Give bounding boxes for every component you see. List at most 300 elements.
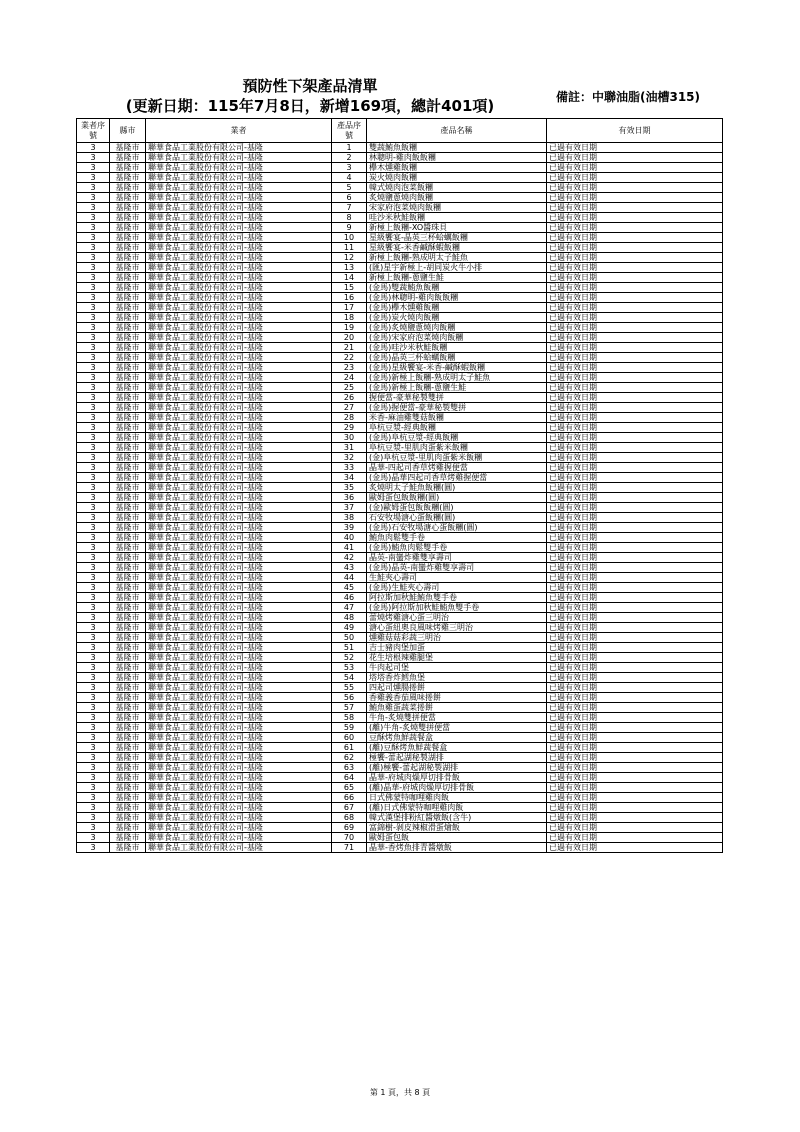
cell-product-name: 牛角-炙燒雙拼便當 [367,713,547,723]
cell-product-name: 炙燒明太子鮭魚飯糰(圓) [367,483,547,493]
cell-company: 聯華食品工業股份有限公司-基隆 [146,783,332,793]
cell-seq: 3 [77,563,110,573]
cell-expiry: 已過有效日期 [547,583,723,593]
cell-city: 基隆市 [110,273,146,283]
cell-company: 聯華食品工業股份有限公司-基隆 [146,723,332,733]
cell-product-seq: 65 [332,783,367,793]
cell-product-name: 韓式漢堡排粉紅醬燉飯(含牛) [367,813,547,823]
cell-product-name: 燻雞菇菇彩蔬三明治 [367,633,547,643]
cell-product-name: 晶華-四起司香草烤雞握便當 [367,463,547,473]
cell-expiry: 已過有效日期 [547,603,723,613]
cell-seq: 3 [77,693,110,703]
table-row [77,283,723,293]
cell-product-name: (金馬)雙蔬鮪魚飯糰 [367,283,547,293]
cell-product-name: (金馬)石安牧場溏心蛋飯糰(圓) [367,523,547,533]
cell-expiry: 已過有效日期 [547,443,723,453]
cell-product-seq: 15 [332,283,367,293]
cell-expiry: 已過有效日期 [547,613,723,623]
cell-product-seq: 52 [332,653,367,663]
table-row [77,143,723,153]
cell-product-seq: 53 [332,663,367,673]
cell-city: 基隆市 [110,573,146,583]
cell-product-name: 雙蔬鮪魚飯糰 [367,143,547,153]
cell-expiry: 已過有效日期 [547,813,723,823]
cell-seq: 3 [77,243,110,253]
table-row [77,753,723,763]
table-row [77,433,723,443]
cell-product-name: 鮪魚肉鬆雙手卷 [367,533,547,543]
table-row [77,383,723,393]
table-row [77,563,723,573]
cell-product-seq: 40 [332,533,367,543]
cell-expiry: 已過有效日期 [547,783,723,793]
cell-product-name: 生鮭夾心壽司 [367,573,547,583]
cell-city: 基隆市 [110,763,146,773]
table-row [77,483,723,493]
cell-product-name: (金馬)晶華四起司香草烤雞握便當 [367,473,547,483]
table-row [77,723,723,733]
cell-product-name: (金馬)生鮭夾心壽司 [367,583,547,593]
cell-company: 聯華食品工業股份有限公司-基隆 [146,283,332,293]
cell-company: 聯華食品工業股份有限公司-基隆 [146,213,332,223]
table-row [77,223,723,233]
table-row [77,763,723,773]
table-row [77,773,723,783]
cell-product-seq: 56 [332,693,367,703]
cell-city: 基隆市 [110,683,146,693]
cell-seq: 3 [77,613,110,623]
cell-product-seq: 70 [332,833,367,843]
table-row [77,623,723,633]
cell-product-seq: 12 [332,253,367,263]
cell-seq: 3 [77,173,110,183]
cell-product-name: 新極上飯糰-XO醬珠貝 [367,223,547,233]
cell-city: 基隆市 [110,713,146,723]
cell-product-seq: 28 [332,413,367,423]
cell-company: 聯華食品工業股份有限公司-基隆 [146,493,332,503]
cell-company: 聯華食品工業股份有限公司-基隆 [146,403,332,413]
cell-seq: 3 [77,673,110,683]
cell-city: 基隆市 [110,213,146,223]
cell-seq: 3 [77,833,110,843]
cell-product-seq: 10 [332,233,367,243]
cell-product-name: 牛肉起司堡 [367,663,547,673]
cell-expiry: 已過有效日期 [547,143,723,153]
cell-expiry: 已過有效日期 [547,293,723,303]
cell-product-name: (金馬)炙燒鹽蔥燒肉飯糰 [367,323,547,333]
cell-seq: 3 [77,723,110,733]
cell-city: 基隆市 [110,733,146,743]
cell-city: 基隆市 [110,553,146,563]
table-row [77,253,723,263]
cell-seq: 3 [77,203,110,213]
cell-city: 基隆市 [110,153,146,163]
cell-product-seq: 5 [332,183,367,193]
cell-product-seq: 61 [332,743,367,753]
cell-product-seq: 26 [332,393,367,403]
cell-product-name: 新極上飯糰-蔥鹽生鮭 [367,273,547,283]
table-row [77,743,723,753]
cell-product-seq: 23 [332,363,367,373]
cell-expiry: 已過有效日期 [547,553,723,563]
cell-city: 基隆市 [110,403,146,413]
cell-product-seq: 30 [332,433,367,443]
cell-seq: 3 [77,423,110,433]
cell-expiry: 已過有效日期 [547,533,723,543]
cell-seq: 3 [77,653,110,663]
cell-expiry: 已過有效日期 [547,593,723,603]
cell-product-seq: 58 [332,713,367,723]
cell-company: 聯華食品工業股份有限公司-基隆 [146,303,332,313]
table-row [77,413,723,423]
cell-company: 聯華食品工業股份有限公司-基隆 [146,643,332,653]
cell-product-seq: 45 [332,583,367,593]
cell-city: 基隆市 [110,493,146,503]
cell-expiry: 已過有效日期 [547,713,723,723]
cell-product-name: 星級饗宴-晶英三杯蛤蠣飯糰 [367,233,547,243]
cell-product-name: 阜杭豆漿-經典飯糰 [367,423,547,433]
cell-seq: 3 [77,733,110,743]
cell-product-seq: 46 [332,593,367,603]
cell-city: 基隆市 [110,243,146,253]
cell-product-name: (金馬)握便當-豪華秘製雙拼 [367,403,547,413]
cell-city: 基隆市 [110,423,146,433]
cell-product-seq: 7 [332,203,367,213]
cell-product-seq: 42 [332,553,367,563]
table-row [77,423,723,433]
cell-product-seq: 41 [332,543,367,553]
cell-seq: 3 [77,333,110,343]
cell-city: 基隆市 [110,433,146,443]
table-row [77,373,723,383]
cell-product-seq: 29 [332,423,367,433]
cell-company: 聯華食品工業股份有限公司-基隆 [146,163,332,173]
cell-company: 聯華食品工業股份有限公司-基隆 [146,223,332,233]
cell-product-name: 新極上飯糰-熟成明太子鮭魚 [367,253,547,263]
cell-company: 聯華食品工業股份有限公司-基隆 [146,653,332,663]
table-row [77,803,723,813]
cell-city: 基隆市 [110,303,146,313]
cell-city: 基隆市 [110,623,146,633]
cell-seq: 3 [77,583,110,593]
cell-product-name: (金馬)新極上飯糰-熟成明太子鮭魚 [367,373,547,383]
cell-company: 聯華食品工業股份有限公司-基隆 [146,383,332,393]
cell-product-name: 炙燒鹽蔥燒肉飯糰 [367,193,547,203]
table-body [77,143,723,853]
cell-company: 聯華食品工業股份有限公司-基隆 [146,833,332,843]
cell-product-name: (金馬)鮪魚肉鬆雙手卷 [367,543,547,553]
table-row [77,533,723,543]
header-company: 業者 [146,119,332,143]
table-row [77,343,723,353]
cell-product-seq: 39 [332,523,367,533]
cell-product-name: 溏心蛋紐奧良風味烤雞三明治 [367,623,547,633]
cell-product-name: 宋家府泡菜燒肉飯糰 [367,203,547,213]
cell-city: 基隆市 [110,413,146,423]
header-product-name: 產品名稱 [367,119,547,143]
cell-city: 基隆市 [110,283,146,293]
cell-expiry: 已過有效日期 [547,803,723,813]
cell-city: 基隆市 [110,503,146,513]
cell-city: 基隆市 [110,783,146,793]
cell-product-seq: 1 [332,143,367,153]
cell-seq: 3 [77,493,110,503]
table-row [77,183,723,193]
cell-product-seq: 25 [332,383,367,393]
cell-seq: 3 [77,713,110,723]
cell-company: 聯華食品工業股份有限公司-基隆 [146,343,332,353]
cell-product-name: 四起司燻腸捲餅 [367,683,547,693]
cell-product-name: 米香-麻油雞雙菇飯糰 [367,413,547,423]
cell-city: 基隆市 [110,143,146,153]
cell-company: 聯華食品工業股份有限公司-基隆 [146,753,332,763]
cell-product-name: 吉士豬肉堡加蛋 [367,643,547,653]
cell-product-seq: 38 [332,513,367,523]
cell-product-seq: 32 [332,453,367,463]
table-row [77,263,723,273]
cell-product-seq: 68 [332,813,367,823]
cell-product-name: (匯)星宇新極上-胡同炭火牛小排 [367,263,547,273]
cell-seq: 3 [77,823,110,833]
cell-seq: 3 [77,603,110,613]
cell-expiry: 已過有效日期 [547,183,723,193]
table-row [77,163,723,173]
cell-seq: 3 [77,223,110,233]
cell-expiry: 已過有效日期 [547,173,723,183]
cell-seq: 3 [77,413,110,423]
cell-product-seq: 66 [332,793,367,803]
cell-product-seq: 50 [332,633,367,643]
cell-seq: 3 [77,783,110,793]
cell-seq: 3 [77,803,110,813]
cell-expiry: 已過有效日期 [547,843,723,853]
cell-expiry: 已過有效日期 [547,543,723,553]
cell-city: 基隆市 [110,193,146,203]
cell-city: 基隆市 [110,633,146,643]
cell-company: 聯華食品工業股份有限公司-基隆 [146,193,332,203]
cell-expiry: 已過有效日期 [547,643,723,653]
cell-product-name: (金馬)新極上飯糰-蔥鹽生鮭 [367,383,547,393]
cell-product-name: (金馬)林聰明-雞肉飯飯糰 [367,293,547,303]
cell-seq: 3 [77,663,110,673]
cell-city: 基隆市 [110,173,146,183]
cell-product-seq: 63 [332,763,367,773]
table-row [77,463,723,473]
cell-expiry: 已過有效日期 [547,473,723,483]
note-text: 備註：中聯油脂(油槽315) [556,90,701,104]
cell-city: 基隆市 [110,803,146,813]
cell-company: 聯華食品工業股份有限公司-基隆 [146,363,332,373]
cell-seq: 3 [77,543,110,553]
cell-expiry: 已過有效日期 [547,483,723,493]
table-row [77,653,723,663]
cell-expiry: 已過有效日期 [547,523,723,533]
cell-product-name: (金馬)哇沙米秋鮭飯糰 [367,343,547,353]
cell-product-seq: 3 [332,163,367,173]
table-row [77,403,723,413]
table-row [77,493,723,503]
cell-product-seq: 35 [332,483,367,493]
product-table [76,118,723,853]
cell-city: 基隆市 [110,443,146,453]
cell-product-name: 豆酥烤魚鮮蔬餐盒 [367,733,547,743]
cell-product-name: 哇沙米秋鮭飯糰 [367,213,547,223]
cell-city: 基隆市 [110,603,146,613]
cell-company: 聯華食品工業股份有限公司-基隆 [146,573,332,583]
cell-product-seq: 13 [332,263,367,273]
table-row [77,613,723,623]
cell-company: 聯華食品工業股份有限公司-基隆 [146,693,332,703]
cell-seq: 3 [77,763,110,773]
cell-expiry: 已過有效日期 [547,203,723,213]
cell-expiry: 已過有效日期 [547,693,723,703]
cell-company: 聯華食品工業股份有限公司-基隆 [146,613,332,623]
table-row [77,363,723,373]
cell-company: 聯華食品工業股份有限公司-基隆 [146,373,332,383]
cell-company: 聯華食品工業股份有限公司-基隆 [146,623,332,633]
cell-seq: 3 [77,143,110,153]
cell-city: 基隆市 [110,593,146,603]
cell-company: 聯華食品工業股份有限公司-基隆 [146,323,332,333]
table-row [77,633,723,643]
cell-expiry: 已過有效日期 [547,723,723,733]
cell-expiry: 已過有效日期 [547,413,723,423]
table-row [77,173,723,183]
cell-expiry: 已過有效日期 [547,373,723,383]
cell-seq: 3 [77,453,110,463]
cell-city: 基隆市 [110,293,146,303]
cell-product-seq: 9 [332,223,367,233]
cell-city: 基隆市 [110,323,146,333]
cell-product-seq: 8 [332,213,367,223]
cell-seq: 3 [77,683,110,693]
cell-product-seq: 55 [332,683,367,693]
cell-company: 聯華食品工業股份有限公司-基隆 [146,393,332,403]
cell-expiry: 已過有效日期 [547,763,723,773]
cell-product-name: (金)歐姆蛋包飯飯糰(圓) [367,503,547,513]
cell-city: 基隆市 [110,823,146,833]
cell-product-seq: 17 [332,303,367,313]
table-row [77,833,723,843]
cell-seq: 3 [77,593,110,603]
cell-company: 聯華食品工業股份有限公司-基隆 [146,583,332,593]
cell-product-seq: 43 [332,563,367,573]
cell-company: 聯華食品工業股份有限公司-基隆 [146,703,332,713]
cell-expiry: 已過有效日期 [547,213,723,223]
cell-expiry: 已過有效日期 [547,653,723,663]
cell-product-seq: 62 [332,753,367,763]
cell-product-seq: 48 [332,613,367,623]
cell-city: 基隆市 [110,583,146,593]
cell-product-seq: 22 [332,353,367,363]
cell-city: 基隆市 [110,383,146,393]
table-row [77,543,723,553]
table-row [77,713,723,723]
cell-company: 聯華食品工業股份有限公司-基隆 [146,663,332,673]
cell-city: 基隆市 [110,253,146,263]
cell-product-seq: 36 [332,493,367,503]
cell-product-name: 阿拉斯加秋鮭鮪魚雙手卷 [367,593,547,603]
cell-seq: 3 [77,443,110,453]
table-row [77,813,723,823]
page-subtitle: (更新日期：115年7月8日，新增169項，總計401項) [125,97,495,115]
cell-city: 基隆市 [110,663,146,673]
cell-expiry: 已過有效日期 [547,253,723,263]
cell-city: 基隆市 [110,813,146,823]
cell-company: 聯華食品工業股份有限公司-基隆 [146,443,332,453]
cell-company: 聯華食品工業股份有限公司-基隆 [146,353,332,363]
cell-product-seq: 54 [332,673,367,683]
table-row [77,683,723,693]
cell-city: 基隆市 [110,523,146,533]
cell-expiry: 已過有效日期 [547,503,723,513]
cell-seq: 3 [77,303,110,313]
cell-expiry: 已過有效日期 [547,263,723,273]
cell-company: 聯華食品工業股份有限公司-基隆 [146,413,332,423]
cell-expiry: 已過有效日期 [547,313,723,323]
cell-seq: 3 [77,813,110,823]
cell-city: 基隆市 [110,203,146,213]
cell-company: 聯華食品工業股份有限公司-基隆 [146,243,332,253]
table-row [77,673,723,683]
cell-seq: 3 [77,153,110,163]
cell-product-name: 晶華-府城肉燥厚切排骨飯 [367,773,547,783]
cell-company: 聯華食品工業股份有限公司-基隆 [146,543,332,553]
cell-product-name: (離)極饗-蕾起湖秘製湖排 [367,763,547,773]
table-row [77,783,723,793]
cell-product-name: 握便當-豪華秘製雙拼 [367,393,547,403]
cell-product-seq: 24 [332,373,367,383]
cell-city: 基隆市 [110,453,146,463]
cell-product-name: (金馬)欅木燻雞飯糰 [367,303,547,313]
page-title: 預防性下架產品清單 [242,77,378,95]
cell-seq: 3 [77,463,110,473]
cell-seq: 3 [77,403,110,413]
cell-company: 聯華食品工業股份有限公司-基隆 [146,293,332,303]
cell-seq: 3 [77,633,110,643]
table-row [77,473,723,483]
cell-city: 基隆市 [110,793,146,803]
cell-city: 基隆市 [110,313,146,323]
cell-product-seq: 16 [332,293,367,303]
cell-seq: 3 [77,473,110,483]
cell-city: 基隆市 [110,183,146,193]
cell-company: 聯華食品工業股份有限公司-基隆 [146,263,332,273]
cell-city: 基隆市 [110,653,146,663]
cell-company: 聯華食品工業股份有限公司-基隆 [146,843,332,853]
cell-expiry: 已過有效日期 [547,383,723,393]
cell-product-name: 極饗-蕾起湖秘製湖排 [367,753,547,763]
cell-product-name: 炭火燒肉飯糰 [367,173,547,183]
table-row [77,553,723,563]
cell-company: 聯華食品工業股份有限公司-基隆 [146,333,332,343]
cell-city: 基隆市 [110,693,146,703]
cell-seq: 3 [77,353,110,363]
cell-expiry: 已過有效日期 [547,633,723,643]
cell-expiry: 已過有效日期 [547,243,723,253]
table-row [77,793,723,803]
table-row [77,193,723,203]
cell-expiry: 已過有效日期 [547,823,723,833]
cell-product-name: (金)阜杭豆漿-里肌肉蛋紫米飯糰 [367,453,547,463]
cell-company: 聯華食品工業股份有限公司-基隆 [146,743,332,753]
cell-city: 基隆市 [110,613,146,623]
cell-expiry: 已過有效日期 [547,403,723,413]
cell-expiry: 已過有效日期 [547,363,723,373]
cell-seq: 3 [77,703,110,713]
cell-product-name: 歐姆蛋包飯飯糰(圓) [367,493,547,503]
cell-product-seq: 34 [332,473,367,483]
